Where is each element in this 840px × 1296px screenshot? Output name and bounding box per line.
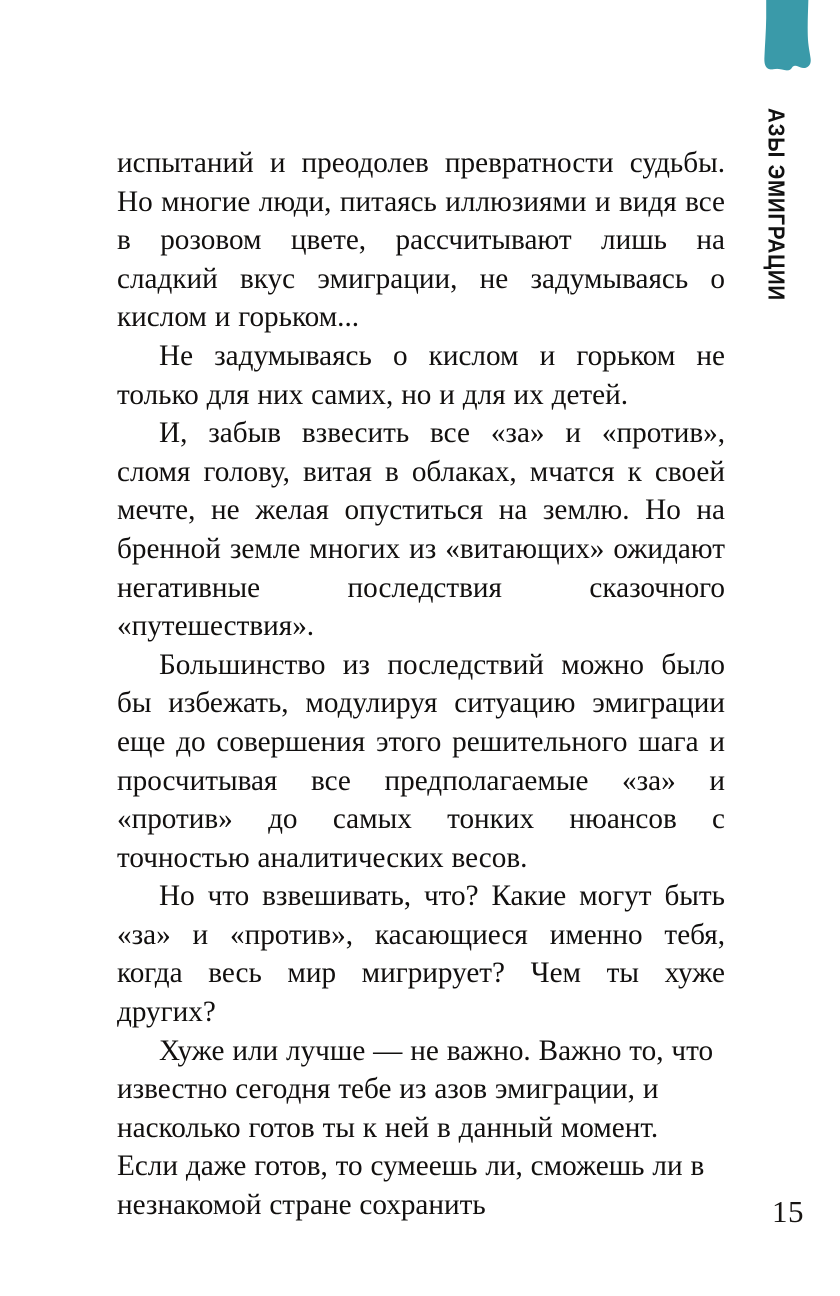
paragraph: испытаний и преодолев превратности судьбы. Но многие люди, питаясь иллюзиями и видя все в розовом цвете, рассчитывают лишь на сладкий вкус эмиграции, не задумываясь о кислом и горьком...	[117, 147, 725, 334]
page-number: 15	[772, 1194, 804, 1229]
paragraph: Большинство из последствий можно было бы избежать, модулируя ситуацию эмиграции еще до совершения этого решительного шага и просчитывая все предполагаемые «за» и «против» до самых тонких нюансов с точностью аналитических весов.	[117, 648, 725, 874]
paragraph: Хуже или лучше — не важно. Важно то, что известно сегодня тебе из азов эмиграции, и насколько готов ты к ней в данный момент. Если даже готов, то сумеешь ли, сможешь ли в незнакомой стране сохранить	[117, 1034, 714, 1222]
brush-stroke-tab-icon	[762, 0, 814, 90]
running-head-label: АЗЫ ЭМИГРАЦИИ	[762, 108, 789, 301]
running-head	[762, 108, 789, 301]
body-text-column	[117, 144, 725, 1225]
paragraph: И, забыв взвесить все «за» и «против», сломя голову, витая в облаках, мчатся к своей мечте, не желая опуститься на землю. Но на бренной земле многих из «витающих» ожидают негативные последствия сказочного «путешествия».	[117, 417, 725, 643]
paragraph: Не задумываясь о кислом и горьком не только для них самих, но и для их детей.	[117, 339, 725, 411]
paragraph: Но что взвешивать, что? Какие могут быть «за» и «против», касающиеся именно тебя, когда весь мир мигрирует? Чем ты хуже других?	[117, 880, 725, 1029]
